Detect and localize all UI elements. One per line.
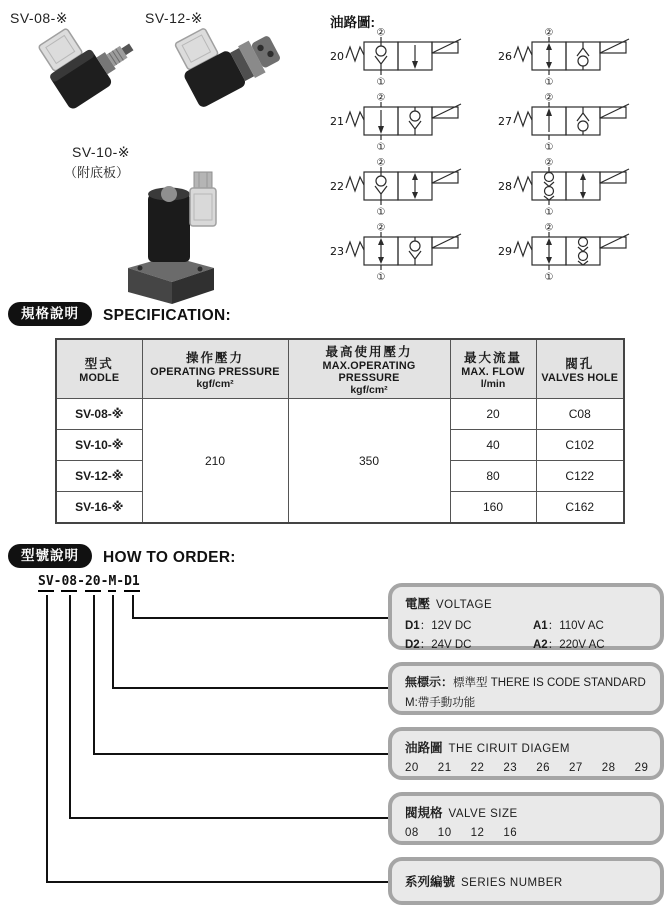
connector-line bbox=[93, 595, 95, 755]
spec-flow: 20 bbox=[450, 399, 536, 430]
product-label-sv10: SV-10-※ bbox=[72, 144, 131, 160]
svg-text:21: 21 bbox=[330, 115, 344, 128]
order-heading: HOW TO ORDER: bbox=[103, 549, 236, 566]
svg-text:②: ② bbox=[544, 223, 554, 234]
product-label-sv08: SV-08-※ bbox=[10, 10, 69, 26]
svg-text:②: ② bbox=[376, 223, 386, 234]
valve-size-values: 08 10 12 16 bbox=[405, 827, 518, 839]
svg-text:②: ② bbox=[376, 93, 386, 104]
svg-text:22: 22 bbox=[330, 180, 344, 193]
voltage-option-d2: D2：24V DC bbox=[405, 639, 472, 651]
order-box-circuit-diagram bbox=[388, 727, 664, 780]
circuit-diagram-21 bbox=[324, 93, 469, 155]
code-seg-series: SV bbox=[38, 574, 54, 592]
connector-line bbox=[69, 817, 388, 819]
svg-text:23: 23 bbox=[330, 245, 344, 258]
order-box-valve-size bbox=[388, 792, 664, 845]
voltage-option-d1: D1：12V DC bbox=[405, 620, 472, 632]
circuit-title-en: THE CIRUIT DIAGEM bbox=[448, 743, 570, 755]
spec-operating-pressure-value: 210 bbox=[142, 399, 288, 524]
svg-text:①: ① bbox=[376, 142, 386, 153]
manual-code-manual: M:帶手動功能 bbox=[405, 697, 476, 709]
voltage-option-a1: A1：110V AC bbox=[533, 620, 604, 632]
connector-line bbox=[46, 881, 388, 883]
spec-badge: 規格說明 bbox=[8, 302, 92, 326]
circuit-values: 20 21 22 23 26 27 28 29 bbox=[405, 762, 649, 774]
code-separator: - bbox=[77, 574, 85, 589]
voltage-option-a2: A2：220V AC bbox=[533, 639, 605, 651]
product-photo-sv10 bbox=[108, 168, 234, 308]
code-separator: - bbox=[100, 574, 109, 589]
svg-text:①: ① bbox=[544, 142, 554, 153]
circuit-title-zh: 油路圖 bbox=[405, 741, 443, 755]
spec-header-valves-hole: 閥孔 VALVES HOLE bbox=[536, 339, 624, 399]
svg-text:②: ② bbox=[544, 158, 554, 169]
product-photo-sv12 bbox=[156, 24, 286, 132]
spec-table bbox=[55, 338, 625, 524]
code-seg-size: 08 bbox=[61, 574, 77, 592]
spec-header-row bbox=[56, 339, 624, 399]
spec-flow: 160 bbox=[450, 492, 536, 524]
connector-line bbox=[132, 595, 134, 619]
svg-text:①: ① bbox=[376, 77, 386, 88]
code-seg-circuit: 20 bbox=[85, 574, 101, 592]
svg-text:27: 27 bbox=[498, 115, 512, 128]
spec-hole: C162 bbox=[536, 492, 624, 524]
spec-header-max-flow: 最大流量 MAX. FLOW l/min bbox=[450, 339, 536, 399]
circuit-diagram-26 bbox=[492, 28, 637, 90]
spec-hole: C122 bbox=[536, 461, 624, 492]
product-photo-sv08 bbox=[20, 26, 138, 138]
svg-text:②: ② bbox=[376, 28, 386, 39]
series-number-title-en: SERIES NUMBER bbox=[461, 876, 563, 889]
connector-line bbox=[46, 595, 48, 883]
spec-model: SV-12-※ bbox=[56, 461, 142, 492]
svg-text:②: ② bbox=[544, 28, 554, 39]
voltage-title-en: VOLTAGE bbox=[436, 599, 493, 611]
spec-model: SV-16-※ bbox=[56, 492, 142, 524]
spec-header-model: 型式 MODLE bbox=[56, 339, 142, 399]
spec-hole: C102 bbox=[536, 430, 624, 461]
spec-row bbox=[56, 399, 624, 430]
circuit-diagram-28 bbox=[492, 158, 637, 220]
spec-hole: C08 bbox=[536, 399, 624, 430]
svg-text:①: ① bbox=[376, 207, 386, 218]
valve-size-title-en: VALVE SIZE bbox=[448, 808, 518, 820]
order-box-manual-code bbox=[388, 662, 664, 715]
circuit-diagram-29 bbox=[492, 223, 637, 285]
svg-text:20: 20 bbox=[330, 50, 344, 63]
svg-text:②: ② bbox=[544, 93, 554, 104]
series-number-title-zh: 系列編號 bbox=[405, 874, 456, 889]
spec-model: SV-08-※ bbox=[56, 399, 142, 430]
circuit-diagram-23 bbox=[324, 223, 469, 285]
circuit-diagram-20 bbox=[324, 28, 469, 90]
connector-line bbox=[112, 595, 114, 689]
svg-text:①: ① bbox=[376, 272, 386, 283]
spec-header-max-operating-pressure: 最高使用壓力 MAX.OPERATING PRESSURE kgf/cm² bbox=[288, 339, 450, 399]
spec-flow: 80 bbox=[450, 461, 536, 492]
order-box-series-number bbox=[388, 857, 664, 905]
code-seg-voltage: D1 bbox=[124, 574, 140, 592]
model-code bbox=[38, 574, 140, 589]
circuit-diagram-27 bbox=[492, 93, 637, 155]
svg-text:26: 26 bbox=[498, 50, 512, 63]
connector-line bbox=[93, 753, 388, 755]
spec-max-operating-pressure-value: 350 bbox=[288, 399, 450, 524]
svg-text:29: 29 bbox=[498, 245, 512, 258]
spec-heading: SPECIFICATION: bbox=[103, 307, 231, 324]
svg-text:②: ② bbox=[376, 158, 386, 169]
order-badge: 型號說明 bbox=[8, 544, 92, 568]
circuit-diagrams-title: 油路圖: bbox=[330, 15, 375, 30]
svg-text:①: ① bbox=[544, 272, 554, 283]
svg-text:28: 28 bbox=[498, 180, 512, 193]
spec-model: SV-10-※ bbox=[56, 430, 142, 461]
voltage-title-zh: 電壓 bbox=[405, 597, 431, 611]
spec-flow: 40 bbox=[450, 430, 536, 461]
connector-line bbox=[112, 687, 388, 689]
manual-code-standard: 無標示：標準型 THERE IS CODE STANDARD bbox=[405, 675, 646, 689]
code-separator: - bbox=[116, 574, 125, 589]
code-separator: - bbox=[53, 574, 62, 589]
product-sublabel-sv10: （附底板） bbox=[64, 165, 130, 180]
svg-text:①: ① bbox=[544, 77, 554, 88]
order-box-voltage bbox=[388, 583, 664, 650]
connector-line bbox=[132, 617, 388, 619]
product-label-sv12: SV-12-※ bbox=[145, 10, 204, 26]
circuit-diagram-22 bbox=[324, 158, 469, 220]
valve-size-title-zh: 閥規格 bbox=[405, 806, 443, 820]
spec-header-operating-pressure: 操作壓力 OPERATING PRESSURE kgf/cm² bbox=[142, 339, 288, 399]
connector-line bbox=[69, 595, 71, 819]
code-seg-manual: M bbox=[108, 574, 116, 592]
svg-text:①: ① bbox=[544, 207, 554, 218]
